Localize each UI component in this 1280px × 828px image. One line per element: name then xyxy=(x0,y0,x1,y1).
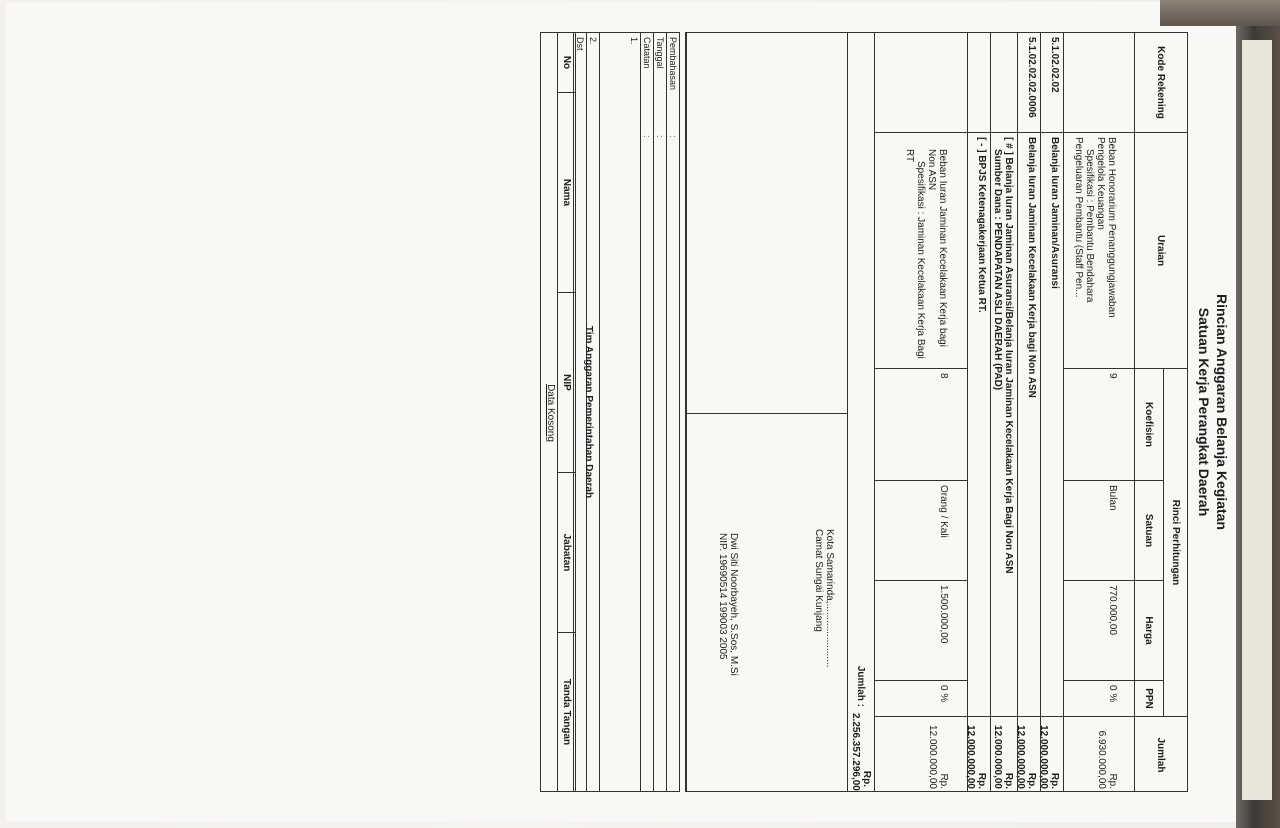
kode-cell: 5.1.02.02.02.0006 xyxy=(1018,33,1040,133)
paper-edge-strip xyxy=(1242,40,1272,800)
uraian-cell: [ # ] Belanja Iuran Jaminan Asuransi/Belanja Iuran Jaminan Kecelakaan Kerja Bagi Non ASN Sumber Dana : PENDAPATAN ASLI DAERAH (PAD) xyxy=(991,133,1017,717)
ppn-cell: 0 % xyxy=(1064,681,1134,717)
tim-header-tanda-tangan: Tanda Tangan xyxy=(557,633,575,791)
document-title: Rincian Anggaran Belanja Kegiatan xyxy=(1214,294,1230,530)
koefisien-cell: 9 xyxy=(1064,369,1134,481)
total-row xyxy=(847,33,874,791)
harga-cell: 770.000,00 xyxy=(1064,581,1134,681)
note-dst: Dst xyxy=(575,37,585,51)
signature-block xyxy=(686,33,847,791)
tim-empty-message: Data Kosong xyxy=(545,384,556,442)
header-satuan: Satuan xyxy=(1135,481,1163,581)
note-item-1: 1. xyxy=(599,33,640,791)
harga-cell: 1.500.000,00 xyxy=(875,581,967,681)
budget-table xyxy=(685,32,1188,792)
uraian-cell: [ - ] BPJS Ketenagakerjaan Ketua RT. xyxy=(968,133,990,717)
table-row xyxy=(990,33,1017,791)
header-uraian: Uraian xyxy=(1135,133,1187,369)
header-koefisien: Koefisien xyxy=(1135,369,1163,481)
jumlah-cell: Rp. 12.000.000,00 xyxy=(1015,725,1037,789)
signature-city: Kota Samarinda,....................... xyxy=(824,529,835,668)
document-subtitle: Satuan Kerja Perangkat Daerah xyxy=(1196,307,1212,517)
total-label: Jumlah : xyxy=(855,665,866,707)
table-row: Beban Iuran Jaminan Kecelakaan Kerja bagi Non ASN Spesifikasi : Jaminan Kecelakaan Kerja Bagi RT 8 Orang / Kali 1.500.000,00 0 % Rp. 12.000.000,00 xyxy=(874,33,967,791)
tim-table xyxy=(540,32,576,792)
total-value: Rp. 2.256.357.296,00 xyxy=(850,713,872,791)
header-ppn: PPN xyxy=(1135,681,1163,717)
note-item-2: 2. xyxy=(586,33,599,791)
tim-title: Tim Anggaran Pemerintahan Daerah xyxy=(583,325,594,499)
uraian-cell: Belanja Iuran Jaminan Kecelakaan Kerja bagi Non ASN xyxy=(1018,133,1040,717)
signature-nip: NIP. 19690514 199003 2005 xyxy=(717,533,728,660)
jumlah-cell: Rp. 12.000.000,00 xyxy=(927,725,949,789)
tim-header-no: No xyxy=(557,33,575,93)
table-header xyxy=(1134,33,1187,791)
koefisien-cell: 8 xyxy=(875,369,967,481)
signature-name: Dwi Siti Noorbayeh, S.Sos, M.Si xyxy=(728,533,739,676)
note-tanggal: Tanggal : xyxy=(653,33,666,791)
uraian-cell: Belanja Iuran Jaminan/Asuransi xyxy=(1041,133,1063,717)
jumlah-cell: Rp. 12.000.000,00 xyxy=(965,725,987,789)
header-kode: Kode Rekening xyxy=(1135,33,1187,133)
header-jumlah: Jumlah xyxy=(1155,737,1167,773)
jumlah-cell: Rp. 12.000.000,00 xyxy=(1038,725,1060,789)
rotated-document xyxy=(534,32,1240,792)
jumlah-cell: Rp. 12.000.000,00 xyxy=(992,725,1014,789)
table-row xyxy=(967,33,990,791)
table-row xyxy=(1017,33,1040,791)
signature-position: Camat Sungai Kunjang xyxy=(813,529,824,632)
tim-header-jabatan: Jabatan xyxy=(557,473,575,633)
table-row: Beban Honorarium Penanggungjawaban Pengelola Keuangan Spesifikasi : Pembantu Bendahara Pengeluaran Pembantu (Staff Pen... 9 Bulan 770.000,00 0 % Rp. 6.930.000,00 xyxy=(1063,33,1134,791)
satuan-cell: Bulan xyxy=(1064,481,1134,581)
tim-header-nip: NIP xyxy=(557,293,575,473)
note-pembahasan: Pembahasan : xyxy=(666,33,679,791)
satuan-cell: Orang / Kali xyxy=(875,481,967,581)
note-catatan: Catatan : xyxy=(640,33,653,791)
jumlah-cell: Rp. 6.930.000,00 xyxy=(1096,730,1118,789)
desk-corner xyxy=(1160,0,1280,26)
tim-header-nama: Nama xyxy=(557,93,575,293)
header-rincian: Rinci Perhitungan xyxy=(1163,369,1187,717)
kode-cell: 5.1.02.02.02 xyxy=(1041,33,1063,133)
header-harga: Harga xyxy=(1135,581,1163,681)
table-row xyxy=(1040,33,1063,791)
ppn-cell: 0 % xyxy=(875,681,967,717)
